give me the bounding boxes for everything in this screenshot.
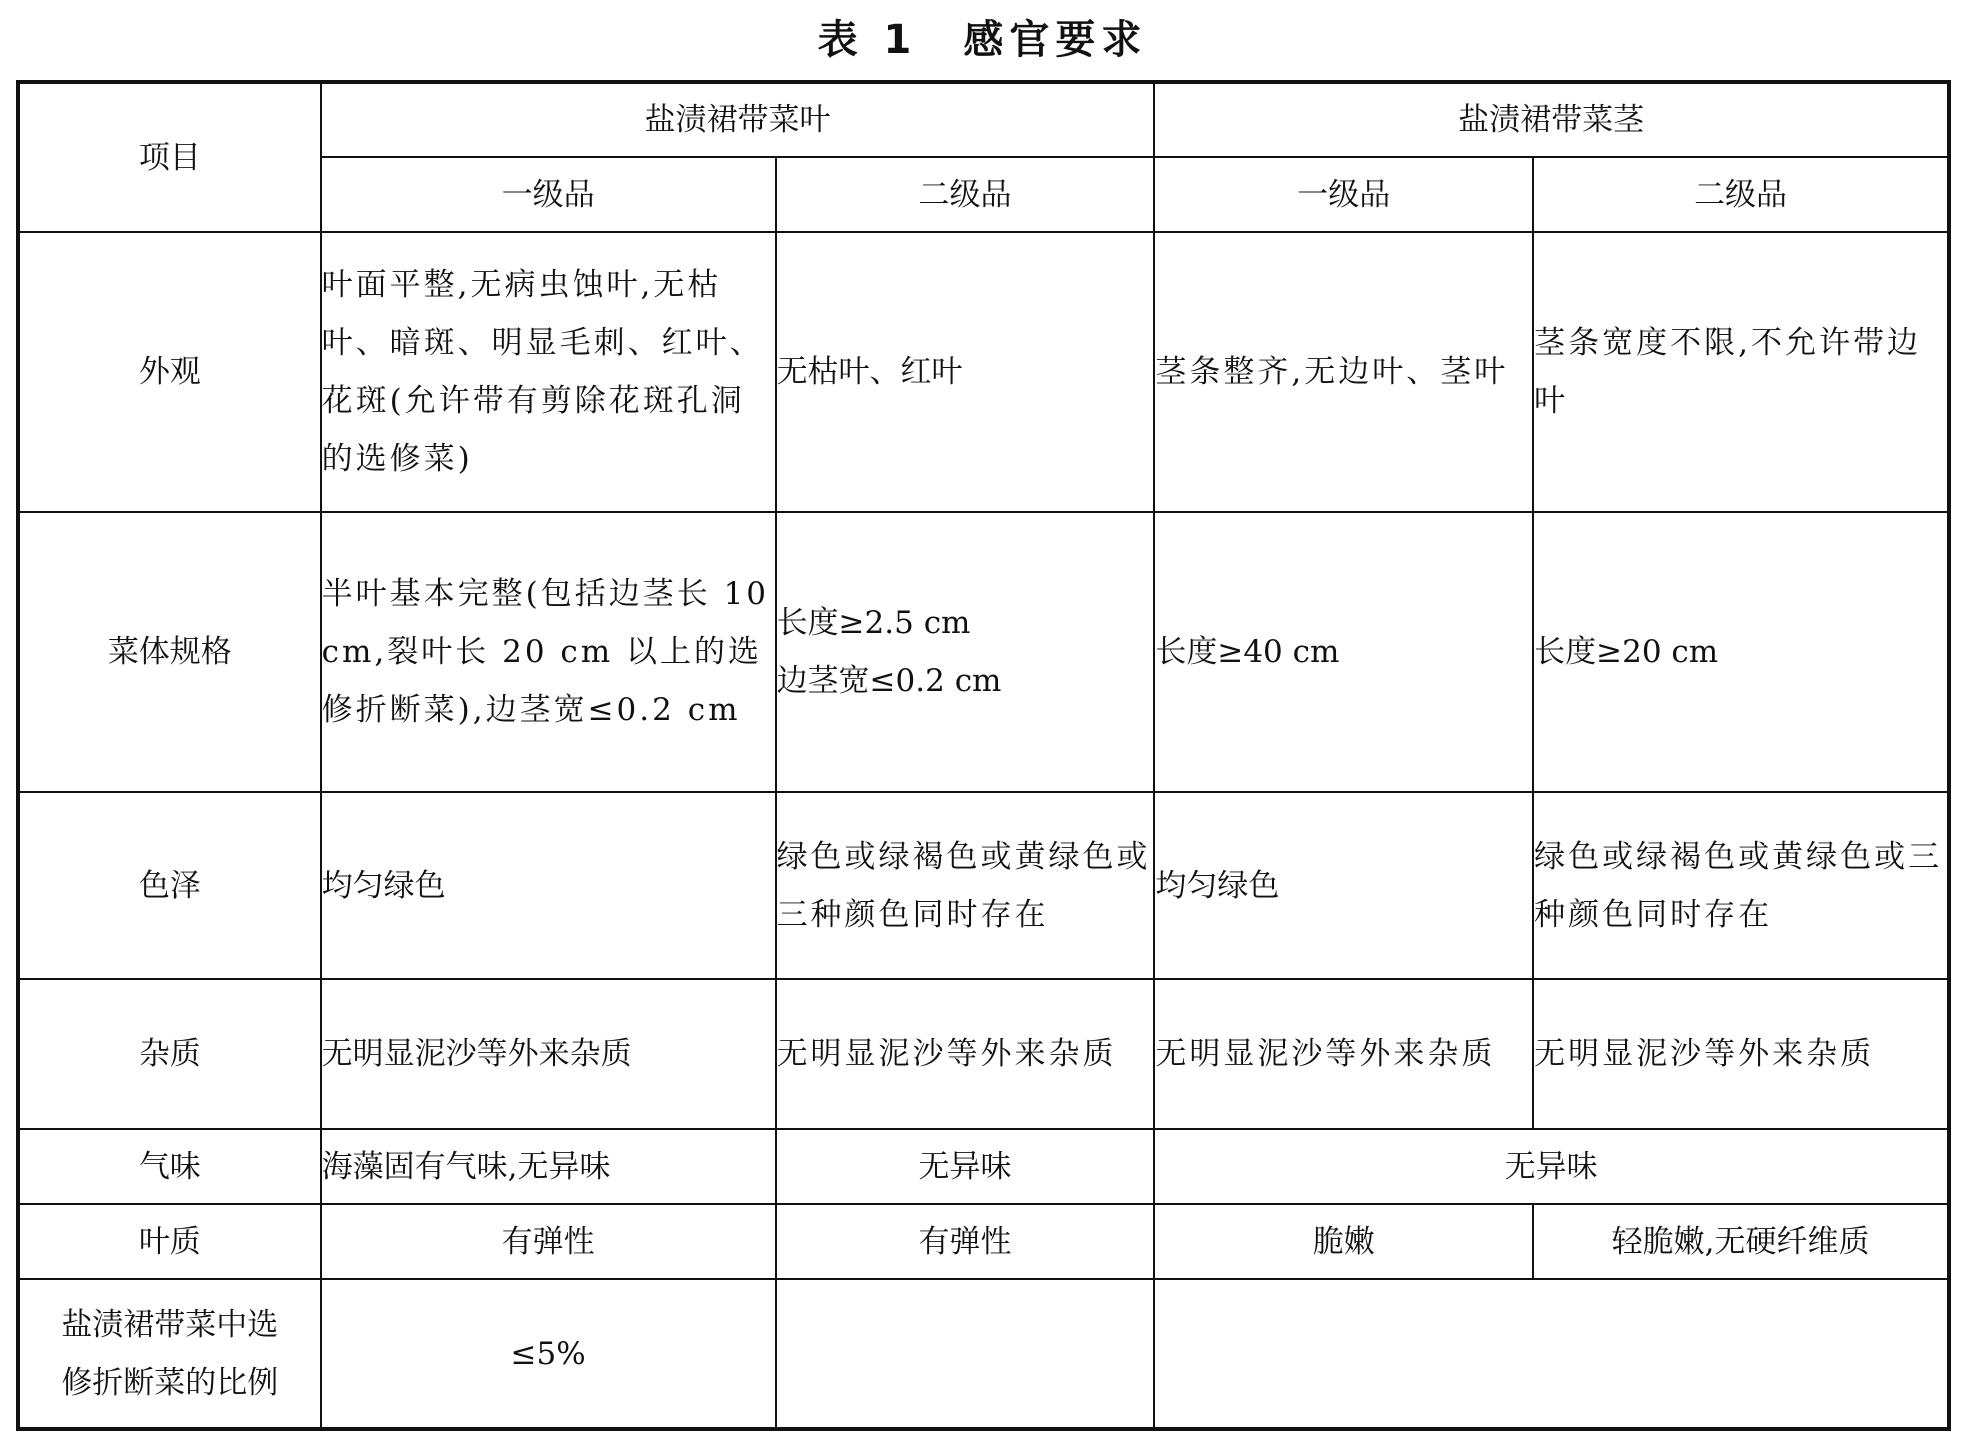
cell-spec-leaf2 [776, 512, 1155, 792]
cell-odor-leaf1: 海藻固有气味,无异味 [321, 1129, 776, 1204]
row-label-appearance: 外观 [18, 232, 321, 512]
cell-ratio-stem [1154, 1279, 1949, 1429]
row-texture [18, 1204, 1949, 1279]
cell-appearance-leaf2: 无枯叶、红叶 [776, 232, 1155, 512]
page-title: 表 1 感官要求 [817, 17, 1148, 63]
sensory-requirements-table [16, 80, 1951, 1431]
cell-appearance-stem1: 茎条整齐,无边叶、茎叶 [1154, 232, 1533, 512]
cell-ratio-leaf2 [776, 1279, 1155, 1429]
header-grade2-stem: 二级品 [1533, 157, 1949, 232]
row-label-odor: 气味 [18, 1129, 321, 1204]
row-label-texture: 叶质 [18, 1204, 321, 1279]
row-label-spec: 菜体规格 [18, 512, 321, 792]
cell-color-stem2: 绿色或绿褐色或黄绿色或三种颜色同时存在 [1533, 792, 1949, 979]
header-grade1-leaf: 一级品 [321, 157, 776, 232]
cell-spec-stem2: 长度≥20 cm [1533, 512, 1949, 792]
cell-impurity-stem2: 无明显泥沙等外来杂质 [1533, 979, 1949, 1129]
header-grade1-stem: 一级品 [1154, 157, 1533, 232]
row-label-ratio [18, 1279, 321, 1429]
cell-impurity-leaf1: 无明显泥沙等外来杂质 [321, 979, 776, 1129]
row-color [18, 792, 1949, 979]
cell-impurity-stem1: 无明显泥沙等外来杂质 [1154, 979, 1533, 1129]
row-spec [18, 512, 1949, 792]
cell-impurity-leaf2: 无明显泥沙等外来杂质 [776, 979, 1155, 1129]
cell-appearance-leaf1: 叶面平整,无病虫蚀叶,无枯叶、暗斑、明显毛刺、红叶、花斑(允许带有剪除花斑孔洞的选修菜) [321, 232, 776, 512]
cell-spec-stem1: 长度≥40 cm [1154, 512, 1533, 792]
header-row-groups [18, 82, 1949, 157]
spec-leaf2-width: 边茎宽≤0.2 cm [776, 663, 1002, 699]
cell-ratio-leaf1: ≤5% [321, 1279, 776, 1429]
ratio-label-line1: 盐渍裙带菜中选 [61, 1306, 279, 1343]
row-label-impurity: 杂质 [18, 979, 321, 1129]
cell-texture-stem2: 轻脆嫩,无硬纤维质 [1533, 1204, 1949, 1279]
cell-texture-stem1: 脆嫩 [1154, 1204, 1533, 1279]
row-impurity [18, 979, 1949, 1129]
header-grade2-leaf: 二级品 [776, 157, 1155, 232]
header-item: 项目 [18, 82, 321, 232]
cell-spec-leaf1: 半叶基本完整(包括边茎长 10 cm,裂叶长 20 cm 以上的选修折断菜),边茎宽≤0.2 cm [321, 512, 776, 792]
cell-texture-leaf1: 有弹性 [321, 1204, 776, 1279]
cell-appearance-stem2: 茎条宽度不限,不允许带边叶 [1533, 232, 1949, 512]
row-ratio [18, 1279, 1949, 1429]
cell-color-leaf2: 绿色或绿褐色或黄绿色或三种颜色同时存在 [776, 792, 1155, 979]
header-group-stem: 盐渍裙带菜茎 [1154, 82, 1949, 157]
spec-leaf2-length: 长度≥2.5 cm [776, 605, 971, 641]
cell-color-leaf1: 均匀绿色 [321, 792, 776, 979]
ratio-label-line2: 修折断菜的比例 [61, 1364, 279, 1401]
cell-odor-leaf2: 无异味 [776, 1129, 1155, 1204]
row-label-color: 色泽 [18, 792, 321, 979]
row-odor [18, 1129, 1949, 1204]
cell-color-stem1: 均匀绿色 [1154, 792, 1533, 979]
cell-texture-leaf2: 有弹性 [776, 1204, 1155, 1279]
cell-odor-stem: 无异味 [1154, 1129, 1949, 1204]
row-appearance [18, 232, 1949, 512]
header-group-leaf: 盐渍裙带菜叶 [321, 82, 1155, 157]
